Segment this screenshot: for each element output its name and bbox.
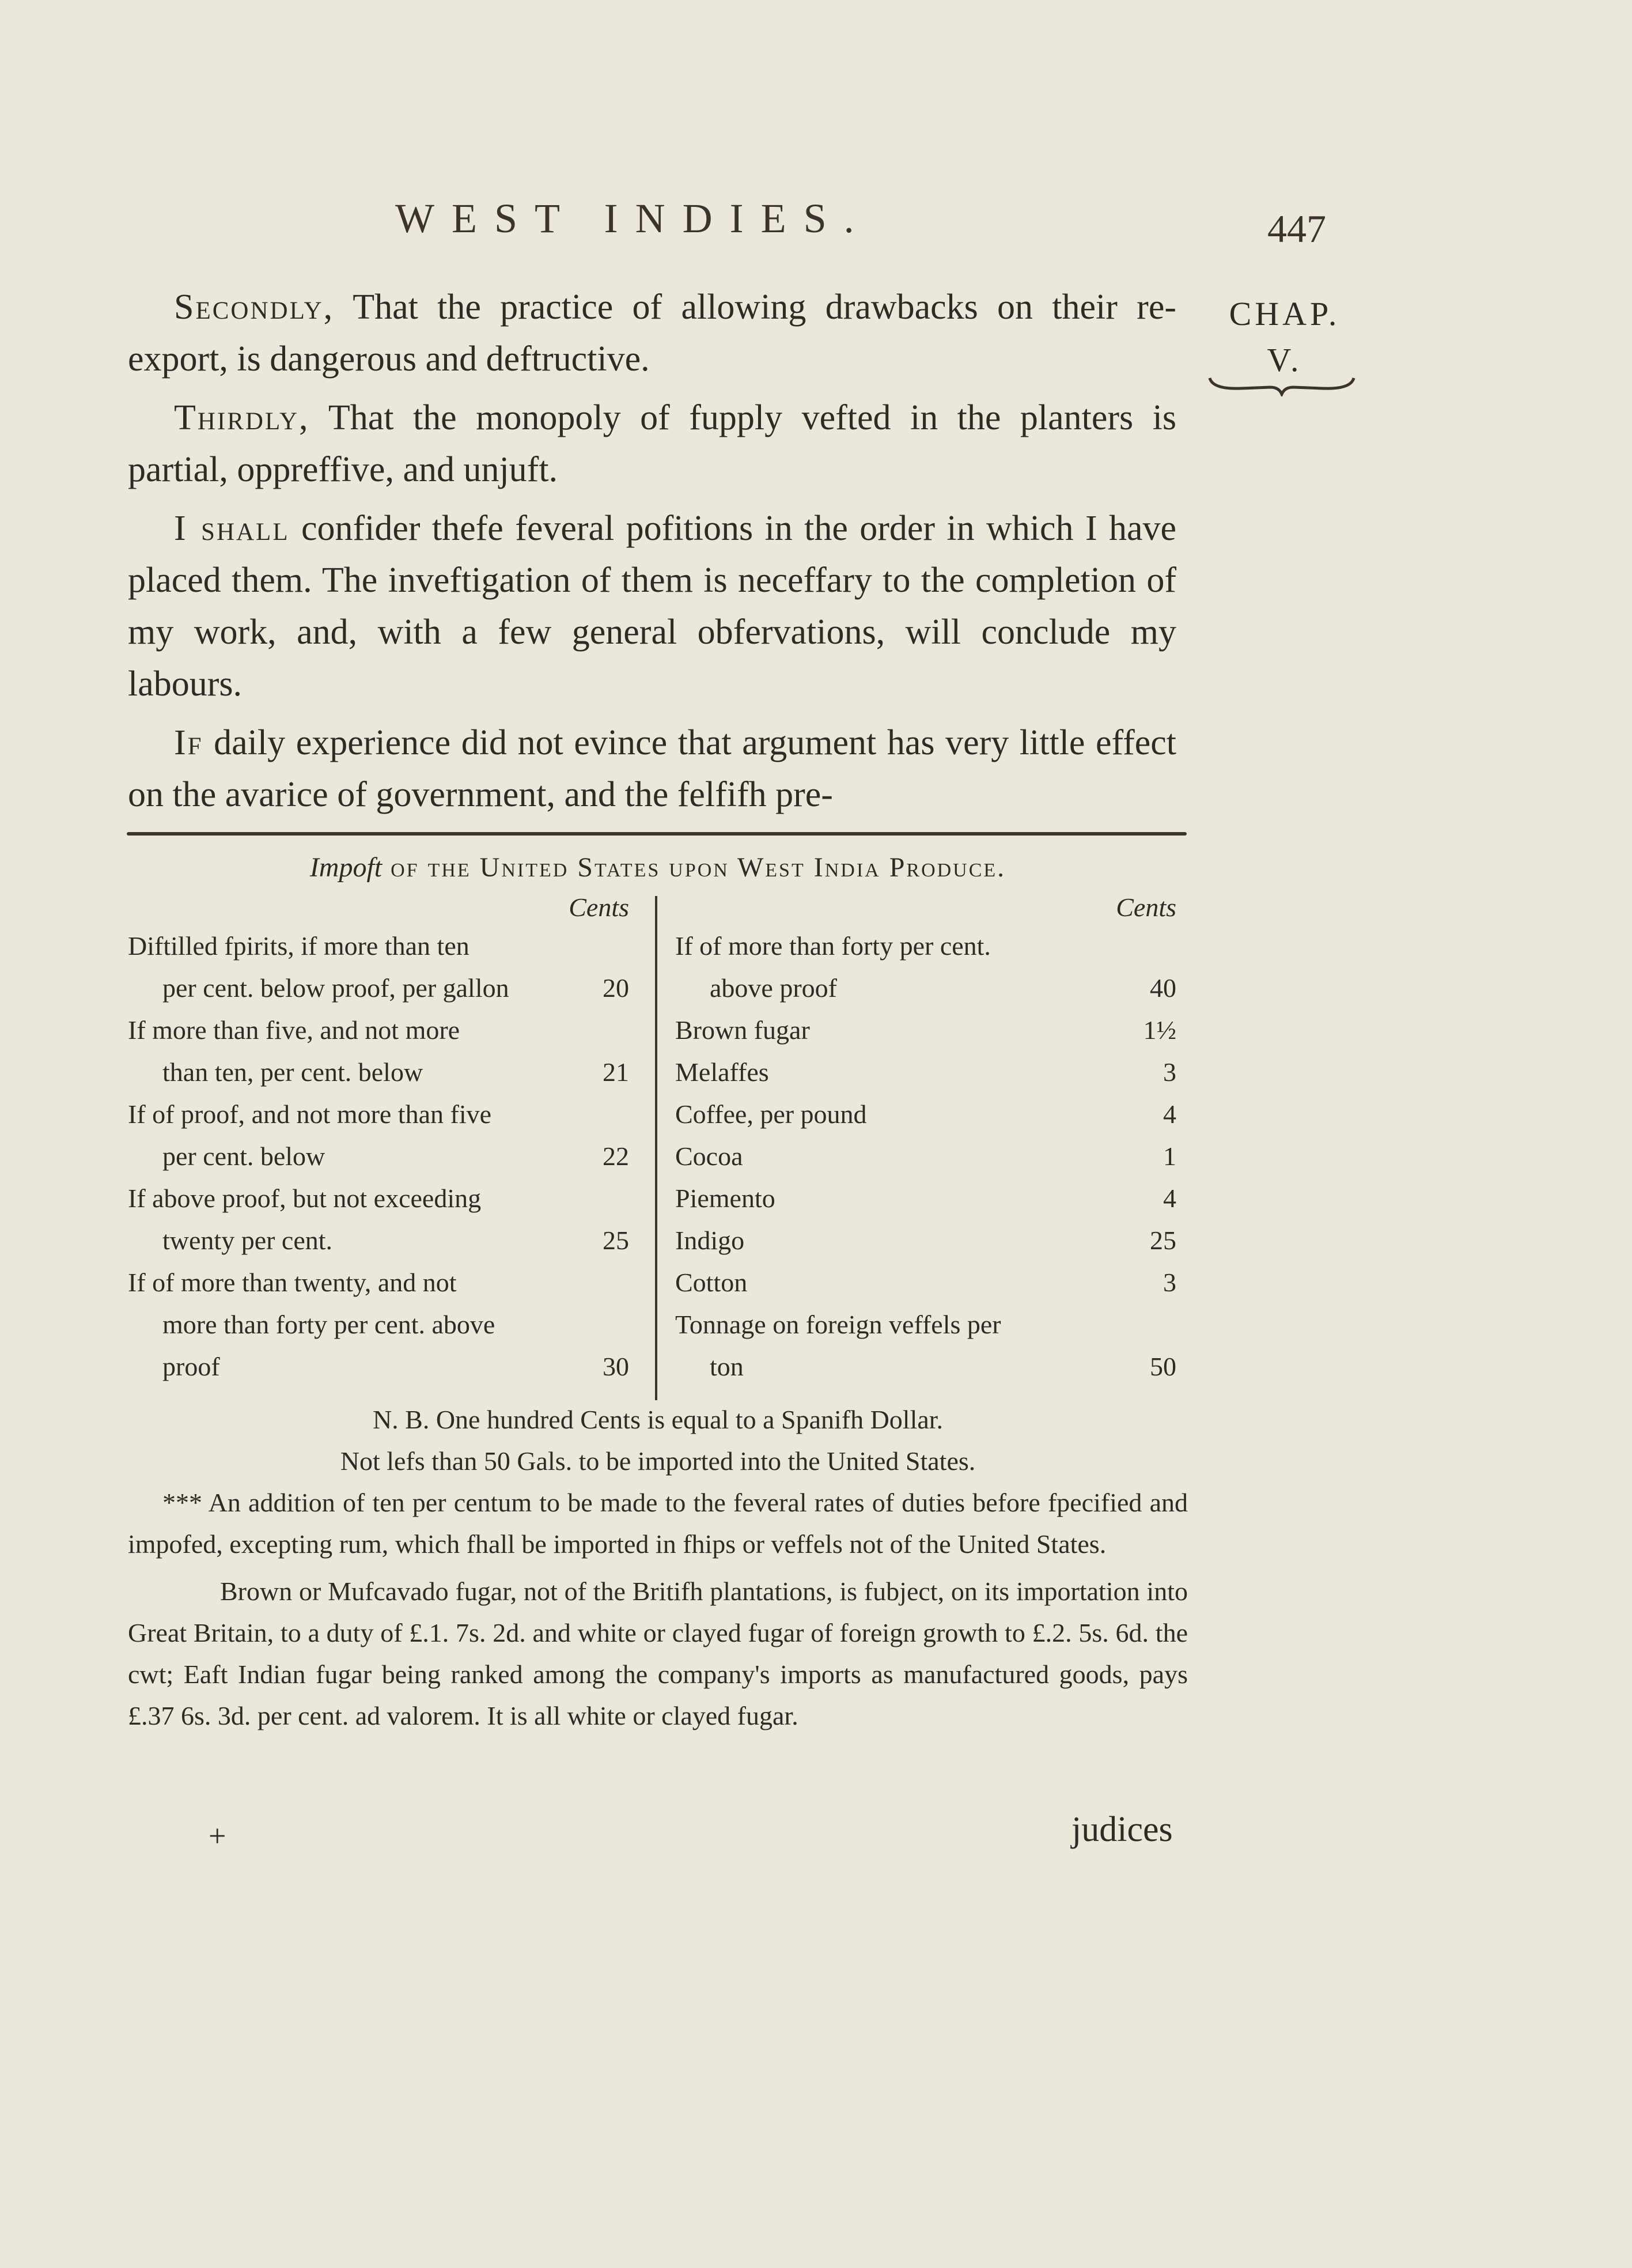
table-row-value: 4 xyxy=(1163,1184,1176,1213)
table-row-label: If above proof, but not exceeding xyxy=(128,1184,482,1213)
table-row-label: Tonnage on foreign veffels per xyxy=(675,1310,1001,1339)
table-row-label: more than forty per cent. above xyxy=(162,1310,495,1339)
paragraph-text: That the practice of allowing drawbacks on their re-export, is dangerous and deftructive. xyxy=(128,288,1176,379)
table-row-label: per cent. below xyxy=(162,1141,325,1171)
table-row-label: If of more than twenty, and not xyxy=(128,1268,457,1297)
paragraph-secondly xyxy=(128,281,1176,385)
cents-header: Cents xyxy=(569,893,629,922)
cents-header: Cents xyxy=(1116,893,1176,922)
addition-note: *** An addition of ten per centum to be made to the feveral rates of duties before fpecified and impofed, excepting rum, which fhall be imported in fhips or veffels not of the United States. xyxy=(128,1488,1188,1559)
table-row-value: 1 xyxy=(1163,1141,1176,1171)
page-number: 447 xyxy=(1267,207,1326,251)
paragraph-consider xyxy=(128,502,1176,710)
footnote-title-rest: of the United States upon West India Produce. xyxy=(382,852,1006,883)
table-row-value: 30 xyxy=(603,1352,629,1381)
table-row xyxy=(675,1093,1182,1135)
table-row-label: Piemento xyxy=(675,1184,775,1213)
table-row-value: 1½ xyxy=(1143,1015,1176,1045)
table-row xyxy=(675,1135,1182,1177)
table-row xyxy=(675,1219,1182,1261)
table-row-value: 21 xyxy=(603,1057,629,1087)
table-row-label: ton xyxy=(710,1352,744,1381)
table-row-label: Coffee, per pound xyxy=(675,1099,867,1129)
table-row-label: Cocoa xyxy=(675,1141,743,1171)
paragraph-lead: If xyxy=(174,723,203,762)
chapter-margin-note xyxy=(1210,291,1360,383)
table-row-label: If more than five, and not more xyxy=(128,1015,460,1045)
table-row-label: Indigo xyxy=(675,1226,745,1255)
column-divider xyxy=(655,896,657,1400)
gallons-note: Not lefs than 50 Gals. to be imported into the United States. xyxy=(340,1446,976,1476)
paragraph-thirdly xyxy=(128,392,1176,496)
table-row-label: If of more than forty per cent. xyxy=(675,931,991,961)
duty-table-right-column xyxy=(675,890,1182,1388)
table-row-label: Melaffes xyxy=(675,1057,769,1087)
table-row-value: 3 xyxy=(1163,1057,1176,1087)
table-row xyxy=(675,1009,1182,1051)
table-row xyxy=(675,1345,1182,1388)
table-row-label: per cent. below proof, per gallon xyxy=(162,973,509,1003)
table-row-value: 50 xyxy=(1150,1352,1176,1381)
running-title: WEST INDIES. xyxy=(395,195,872,241)
table-row-label: above proof xyxy=(710,973,837,1003)
table-row xyxy=(128,925,635,967)
nb-note: N. B. One hundred Cents is equal to a Spanifh Dollar. xyxy=(372,1405,944,1434)
paragraph-text: That the monopoly of fupply vefted in the planters is partial, oppreffive, and unjuft. xyxy=(128,398,1176,489)
table-row xyxy=(128,1219,635,1261)
table-row-value: 25 xyxy=(603,1226,629,1255)
footnote-notes xyxy=(128,1399,1188,1737)
table-row-label: twenty per cent. xyxy=(162,1226,333,1255)
table-row-value: 4 xyxy=(1163,1099,1176,1129)
brown-sugar-note: Brown or Mufcavado fugar, not of the Britifh plantations, is fubject, on its importation into Great Britain, to a duty of £.1. 7s. 2d. and white or clayed fugar of foreign growth to £.2. 5s. 6d. the cwt; Eaft Indian fugar being ranked among the company's imports as manufactured goods, pays £.37 6s. 3d. per cent. ad valorem. It is all white or clayed fugar. xyxy=(128,1577,1188,1730)
table-row xyxy=(128,1051,635,1093)
table-row-label: Brown fugar xyxy=(675,1015,810,1045)
table-row xyxy=(128,1345,635,1388)
paragraph-lead: Secondly, xyxy=(174,288,335,327)
table-row xyxy=(675,967,1182,1009)
table-row xyxy=(128,1303,635,1345)
table-row-value: 20 xyxy=(603,973,629,1003)
table-row xyxy=(128,967,635,1009)
table-row xyxy=(128,1093,635,1135)
table-row xyxy=(675,1177,1182,1219)
body-text xyxy=(128,281,1176,827)
footnote-title xyxy=(128,852,1188,883)
brace-ornament xyxy=(1207,373,1357,396)
table-row xyxy=(675,925,1182,967)
table-row-value: 3 xyxy=(1163,1268,1176,1297)
paragraph-if xyxy=(128,717,1176,821)
duty-table-left-column xyxy=(128,890,635,1388)
paragraph-text: daily experience did not evince that argument has very little effect on the avarice of government, and the felfifh pre- xyxy=(128,723,1176,814)
table-row xyxy=(675,1303,1182,1345)
catch-mark: + xyxy=(209,1819,226,1853)
table-row-label: proof xyxy=(162,1352,220,1381)
table-row xyxy=(675,1051,1182,1093)
table-row-label: Cotton xyxy=(675,1268,748,1297)
table-row xyxy=(128,1261,635,1303)
table-row-label: Diftilled fpirits, if more than ten xyxy=(128,931,469,961)
paragraph-lead: I shall xyxy=(174,509,290,548)
footnote-title-italic: Impoft xyxy=(309,852,383,883)
table-row xyxy=(128,1135,635,1177)
table-row-value: 25 xyxy=(1150,1226,1176,1255)
table-row xyxy=(128,1177,635,1219)
chapter-number: V. xyxy=(1267,341,1302,379)
footnote-rule xyxy=(127,832,1187,836)
table-row-label: than ten, per cent. below xyxy=(162,1057,423,1087)
paragraph-text: confider thefe feveral pofitions in the order in which I have placed them. The inveftigation of them is neceffary to the completion of my work, and, with a few general obfervations, will conclude my labours. xyxy=(128,509,1177,704)
catchword: judices xyxy=(1071,1810,1173,1849)
paragraph-lead: Thirdly, xyxy=(174,398,310,437)
table-row-label: If of proof, and not more than five xyxy=(128,1099,492,1129)
table-row-value: 22 xyxy=(603,1141,629,1171)
chapter-label: CHAP. xyxy=(1229,295,1341,332)
table-row xyxy=(128,1009,635,1051)
table-row-value: 40 xyxy=(1150,973,1176,1003)
table-row xyxy=(675,1261,1182,1303)
